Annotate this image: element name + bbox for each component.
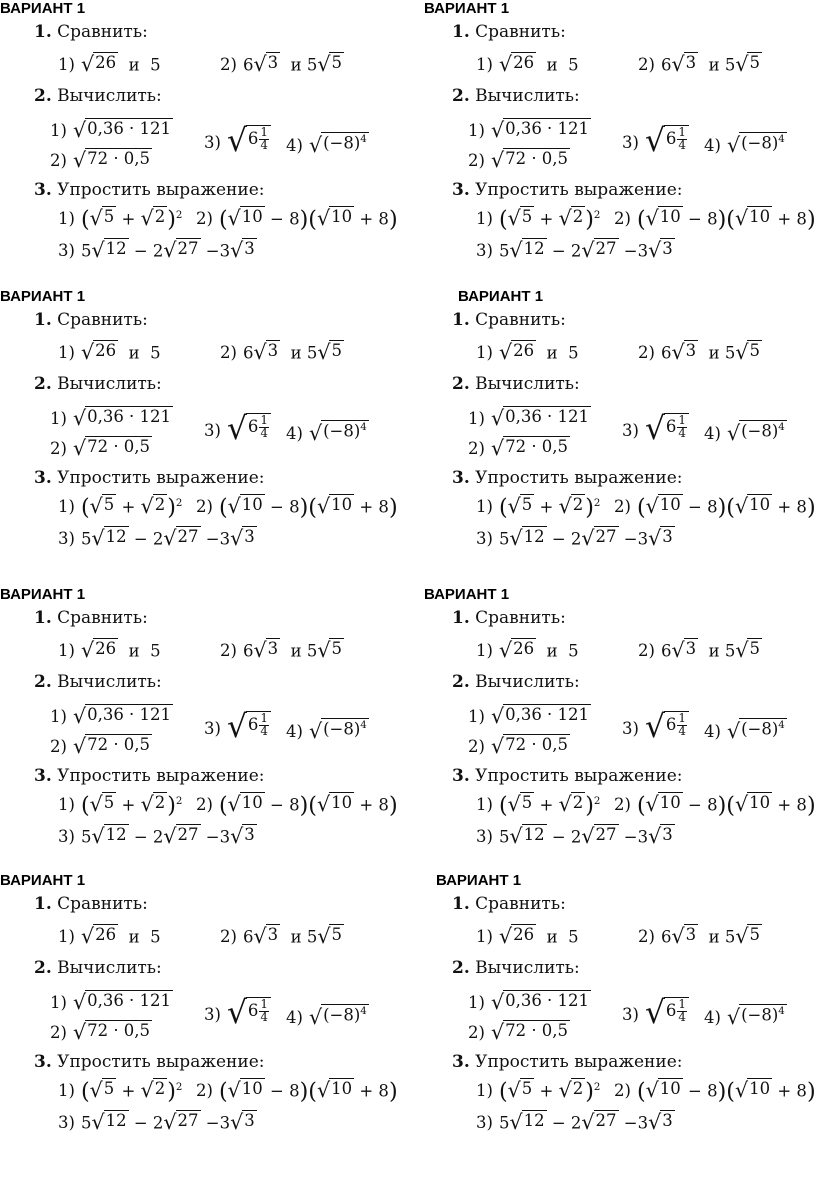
task-3-item-2: 2) ( √ 10 − 8)( √ 10 + 8) bbox=[614, 1078, 816, 1105]
task-2-item-3: 3) √ 6 $\frac{1}{4}$ bbox=[204, 710, 271, 738]
task-1-item-2: 2) 6 √ 3 и 5 √ 5 bbox=[220, 340, 342, 365]
task-3-item-2: 2) ( √ 10 − 8)( √ 10 + 8) bbox=[196, 792, 398, 819]
task-1-item-1: 1) √ 26 и 5 bbox=[58, 924, 161, 949]
task-2-title: 2. Вычислить: bbox=[34, 374, 162, 394]
task-1-item-1: 1) √ 26 и 5 bbox=[58, 340, 161, 365]
variant-card-4 bbox=[418, 288, 816, 574]
variant-card-1 bbox=[0, 0, 398, 286]
task-1-item-2: 2) 6 √ 3 и 5 √ 5 bbox=[220, 924, 342, 949]
task-1-item-1: 1) √ 26 и 5 bbox=[58, 638, 161, 663]
task-3-item-3: 3) 5 √ 12 − 2 √ 27 −3 √ 3 bbox=[58, 824, 255, 849]
task-2-item-2: 2) √ 72 · 0,5 bbox=[468, 734, 569, 759]
task-1-item-1: 1) √ 26 и 5 bbox=[476, 52, 579, 77]
task-3-item-3: 3) 5 √ 12 − 2 √ 27 −3 √ 3 bbox=[476, 526, 673, 551]
task-1-title: 1. Сравнить: bbox=[452, 310, 566, 330]
variant-heading: ВАРИАНТ 1 bbox=[424, 0, 510, 17]
task-2-item-4: 4) √ $(-8)^4$ bbox=[704, 718, 785, 743]
task-2-title: 2. Вычислить: bbox=[452, 374, 580, 394]
task-2-item-2: 2) √ 72 · 0,5 bbox=[468, 436, 569, 461]
task-3-item-3: 3) 5 √ 12 − 2 √ 27 −3 √ 3 bbox=[58, 526, 255, 551]
variant-heading: ВАРИАНТ 1 bbox=[0, 288, 86, 305]
task-2-title: 2. Вычислить: bbox=[452, 958, 580, 978]
task-1-item-2: 2) 6 √ 3 и 5 √ 5 bbox=[638, 924, 760, 949]
task-1-item-2: 2) 6 √ 3 и 5 √ 5 bbox=[638, 638, 760, 663]
task-3-item-2: 2) ( √ 10 − 8)( √ 10 + 8) bbox=[196, 206, 398, 233]
task-3-item-1: 1) ( √ 5 + √ 2 )$^2$ bbox=[58, 494, 183, 521]
task-2-item-1: 1) √ 0,36 · 121 bbox=[50, 118, 172, 143]
task-1-title: 1. Сравнить: bbox=[34, 22, 148, 42]
task-3-title: 3. Упростить выражение: bbox=[34, 1052, 265, 1072]
task-2-item-2: 2) √ 72 · 0,5 bbox=[468, 148, 569, 173]
task-3-item-1: 1) ( √ 5 + √ 2 )$^2$ bbox=[58, 1078, 183, 1105]
task-2-item-1: 1) √ 0,36 · 121 bbox=[468, 990, 590, 1015]
task-1-title: 1. Сравнить: bbox=[452, 22, 566, 42]
variant-heading: ВАРИАНТ 1 bbox=[0, 872, 86, 889]
task-3-item-2: 2) ( √ 10 − 8)( √ 10 + 8) bbox=[614, 494, 816, 521]
task-3-item-3: 3) 5 √ 12 − 2 √ 27 −3 √ 3 bbox=[58, 238, 255, 263]
task-2-title: 2. Вычислить: bbox=[34, 958, 162, 978]
task-1-title: 1. Сравнить: bbox=[452, 608, 566, 628]
task-2-item-3: 3) √ 6 $\frac{1}{4}$ bbox=[204, 996, 271, 1024]
task-1-title: 1. Сравнить: bbox=[34, 608, 148, 628]
task-1-title: 1. Сравнить: bbox=[452, 894, 566, 914]
task-2-item-2: 2) √ 72 · 0,5 bbox=[50, 148, 151, 173]
task-3-title: 3. Упростить выражение: bbox=[34, 468, 265, 488]
task-2-item-2: 2) √ 72 · 0,5 bbox=[50, 1020, 151, 1045]
task-1-item-1: 1) √ 26 и 5 bbox=[476, 924, 579, 949]
task-1-title: 1. Сравнить: bbox=[34, 894, 148, 914]
task-2-item-2: 2) √ 72 · 0,5 bbox=[50, 734, 151, 759]
variant-card-8 bbox=[418, 872, 816, 1158]
task-2-item-4: 4) √ $(-8)^4$ bbox=[704, 132, 785, 157]
task-1-item-1: 1) √ 26 и 5 bbox=[58, 52, 161, 77]
variant-heading: ВАРИАНТ 1 bbox=[424, 586, 510, 603]
task-2-title: 2. Вычислить: bbox=[34, 672, 162, 692]
task-1-item-1: 1) √ 26 и 5 bbox=[476, 340, 579, 365]
variant-card-6 bbox=[418, 586, 816, 872]
task-3-item-2: 2) ( √ 10 − 8)( √ 10 + 8) bbox=[614, 792, 816, 819]
task-1-item-1: 1) √ 26 и 5 bbox=[476, 638, 579, 663]
task-2-item-1: 1) √ 0,36 · 121 bbox=[468, 406, 590, 431]
task-3-title: 3. Упростить выражение: bbox=[452, 468, 683, 488]
task-3-item-1: 1) ( √ 5 + √ 2 )$^2$ bbox=[476, 206, 601, 233]
task-1-item-2: 2) 6 √ 3 и 5 √ 5 bbox=[638, 340, 760, 365]
task-3-item-2: 2) ( √ 10 − 8)( √ 10 + 8) bbox=[196, 1078, 398, 1105]
variant-card-2 bbox=[418, 0, 816, 286]
task-2-item-4: 4) √ $(-8)^4$ bbox=[286, 420, 367, 445]
variant-card-5 bbox=[0, 586, 398, 872]
task-1-item-2: 2) 6 √ 3 и 5 √ 5 bbox=[638, 52, 760, 77]
task-2-item-3: 3) √ 6 $\frac{1}{4}$ bbox=[204, 124, 271, 152]
task-3-item-3: 3) 5 √ 12 − 2 √ 27 −3 √ 3 bbox=[476, 1110, 673, 1135]
variant-heading: ВАРИАНТ 1 bbox=[436, 872, 522, 889]
variant-heading: ВАРИАНТ 1 bbox=[0, 0, 86, 17]
task-3-title: 3. Упростить выражение: bbox=[452, 180, 683, 200]
task-3-title: 3. Упростить выражение: bbox=[452, 1052, 683, 1072]
variant-heading: ВАРИАНТ 1 bbox=[458, 288, 544, 305]
task-3-item-3: 3) 5 √ 12 − 2 √ 27 −3 √ 3 bbox=[476, 824, 673, 849]
task-2-item-1: 1) √ 0,36 · 121 bbox=[50, 990, 172, 1015]
task-2-item-4: 4) √ $(-8)^4$ bbox=[286, 718, 367, 743]
task-3-title: 3. Упростить выражение: bbox=[34, 766, 265, 786]
task-3-item-2: 2) ( √ 10 − 8)( √ 10 + 8) bbox=[614, 206, 816, 233]
task-2-item-4: 4) √ $(-8)^4$ bbox=[286, 132, 367, 157]
variant-heading: ВАРИАНТ 1 bbox=[0, 586, 86, 603]
task-2-title: 2. Вычислить: bbox=[34, 86, 162, 106]
task-2-item-1: 1) √ 0,36 · 121 bbox=[468, 704, 590, 729]
task-2-item-3: 3) √ 6 $\frac{1}{4}$ bbox=[204, 412, 271, 440]
task-2-item-4: 4) √ $(-8)^4$ bbox=[704, 1004, 785, 1029]
task-2-item-4: 4) √ $(-8)^4$ bbox=[704, 420, 785, 445]
task-3-item-1: 1) ( √ 5 + √ 2 )$^2$ bbox=[58, 792, 183, 819]
task-2-item-3: 3) √ 6 $\frac{1}{4}$ bbox=[622, 412, 689, 440]
task-3-item-1: 1) ( √ 5 + √ 2 )$^2$ bbox=[58, 206, 183, 233]
task-2-item-1: 1) √ 0,36 · 121 bbox=[468, 118, 590, 143]
task-2-item-1: 1) √ 0,36 · 121 bbox=[50, 704, 172, 729]
task-2-title: 2. Вычислить: bbox=[452, 672, 580, 692]
task-3-item-1: 1) ( √ 5 + √ 2 )$^2$ bbox=[476, 494, 601, 521]
task-2-item-1: 1) √ 0,36 · 121 bbox=[50, 406, 172, 431]
task-3-item-2: 2) ( √ 10 − 8)( √ 10 + 8) bbox=[196, 494, 398, 521]
task-2-item-2: 2) √ 72 · 0,5 bbox=[468, 1020, 569, 1045]
variant-card-3 bbox=[0, 288, 398, 574]
task-2-item-4: 4) √ $(-8)^4$ bbox=[286, 1004, 367, 1029]
task-3-item-1: 1) ( √ 5 + √ 2 )$^2$ bbox=[476, 1078, 601, 1105]
task-2-title: 2. Вычислить: bbox=[452, 86, 580, 106]
task-1-title: 1. Сравнить: bbox=[34, 310, 148, 330]
task-1-item-2: 2) 6 √ 3 и 5 √ 5 bbox=[220, 52, 342, 77]
task-2-item-3: 3) √ 6 $\frac{1}{4}$ bbox=[622, 996, 689, 1024]
task-2-item-3: 3) √ 6 $\frac{1}{4}$ bbox=[622, 710, 689, 738]
task-2-item-3: 3) √ 6 $\frac{1}{4}$ bbox=[622, 124, 689, 152]
task-2-item-2: 2) √ 72 · 0,5 bbox=[50, 436, 151, 461]
task-3-item-3: 3) 5 √ 12 − 2 √ 27 −3 √ 3 bbox=[476, 238, 673, 263]
task-3-title: 3. Упростить выражение: bbox=[452, 766, 683, 786]
variant-card-7 bbox=[0, 872, 398, 1158]
task-1-item-2: 2) 6 √ 3 и 5 √ 5 bbox=[220, 638, 342, 663]
task-3-item-3: 3) 5 √ 12 − 2 √ 27 −3 √ 3 bbox=[58, 1110, 255, 1135]
task-3-item-1: 1) ( √ 5 + √ 2 )$^2$ bbox=[476, 792, 601, 819]
task-3-title: 3. Упростить выражение: bbox=[34, 180, 265, 200]
